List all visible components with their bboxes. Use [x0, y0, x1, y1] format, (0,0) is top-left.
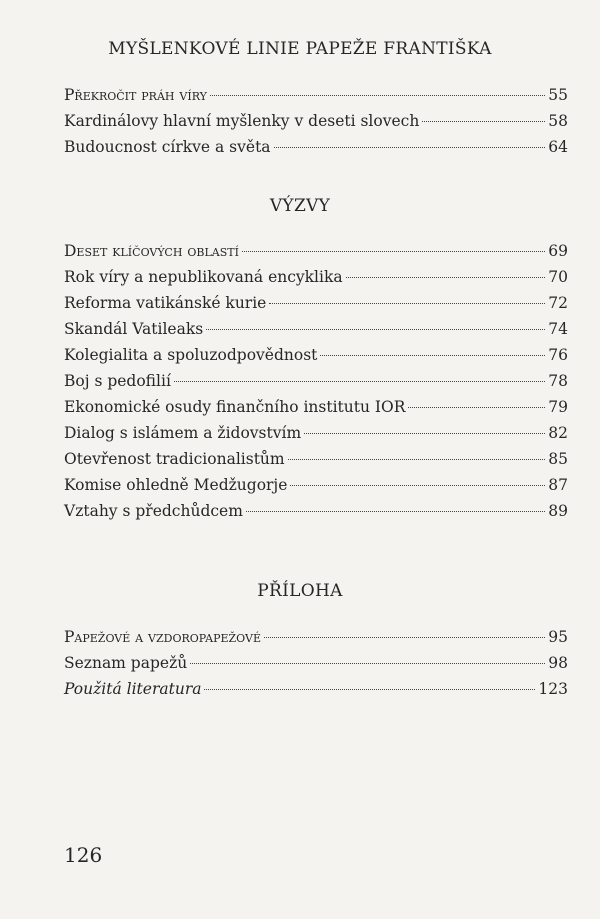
toc-entry-page: 64 [548, 138, 568, 156]
toc-entry-page: 76 [548, 346, 568, 364]
toc-entry-title: Dialog s islámem a židovstvím [64, 424, 302, 442]
toc-entry-title: Boj s pedofilií [64, 372, 171, 390]
toc-entry [64, 320, 568, 346]
toc-entry-title: Reforma vatikánské kurie [64, 294, 267, 312]
toc-entry-page: 85 [548, 450, 568, 468]
toc-entry [64, 294, 568, 320]
toc-entry-page: 98 [548, 654, 568, 672]
toc-entry-page: 74 [548, 320, 568, 338]
dot-leader [422, 121, 545, 122]
section-heading: VÝZVY [269, 196, 331, 216]
toc-entry [64, 372, 568, 398]
toc-entry-page: 55 [548, 86, 568, 104]
toc-entry-page: 123 [538, 680, 568, 698]
toc-entry-title: Skandál Vatileaks [64, 320, 204, 338]
toc-entry [64, 346, 568, 372]
dot-leader [274, 147, 546, 148]
toc-entry-title: Kardinálovy hlavní myšlenky v deseti slovech [64, 112, 420, 130]
page-number: 126 [64, 843, 103, 867]
toc-entry-title: Vztahy s předchůdcem [64, 502, 243, 520]
toc-entry [64, 138, 568, 164]
toc-entry-page: 79 [548, 398, 568, 416]
toc-entry-page: 82 [548, 424, 568, 442]
toc-entry-title: Použitá literatura [64, 680, 202, 698]
toc-entry-page: 87 [548, 476, 568, 494]
toc-entry [64, 242, 568, 268]
toc-entry-page: 69 [548, 242, 568, 260]
toc-entry [64, 654, 568, 680]
dot-leader [246, 511, 545, 512]
toc-entry-page: 70 [548, 268, 568, 286]
toc-entry [64, 628, 568, 654]
toc-entry-title: Budoucnost církve a světa [64, 138, 271, 156]
toc-entry [64, 450, 568, 476]
dot-leader [204, 689, 535, 690]
dot-leader [174, 381, 545, 382]
dot-leader [264, 637, 545, 638]
toc-entry [64, 476, 568, 502]
toc-entry-title: Ekonomické osudy finančního institutu IOR [64, 398, 406, 416]
toc-entry [64, 112, 568, 138]
toc-entry [64, 680, 568, 706]
dot-leader [242, 251, 545, 252]
toc-entry [64, 424, 568, 450]
toc-entry-title: Otevřenost tradicionalistům [64, 450, 285, 468]
dot-leader [290, 485, 545, 486]
toc-entry-title: Komise ohledně Medžugorje [64, 476, 288, 494]
toc-entry-title: Seznam papežů [64, 654, 188, 672]
toc-entry-page: 95 [548, 628, 568, 646]
dot-leader [210, 95, 545, 96]
toc-list [64, 628, 568, 706]
toc-entry-page: 72 [548, 294, 568, 312]
dot-leader [320, 355, 545, 356]
toc-list [64, 242, 568, 528]
dot-leader [304, 433, 545, 434]
toc-entry [64, 398, 568, 424]
dot-leader [206, 329, 545, 330]
toc-entry-page: 89 [548, 502, 568, 520]
section-heading: MYŠLENKOVÉ LINIE PAPEŽE FRANTIŠKA [108, 39, 492, 59]
toc-entry-title: Překročit práh víry [64, 86, 207, 104]
toc-entry-title: Rok víry a nepublikovaná encyklika [64, 268, 343, 286]
toc-entry-title: Kolegialita a spoluzodpovědnost [64, 346, 318, 364]
dot-leader [346, 277, 546, 278]
toc-list [64, 86, 568, 164]
section-heading: PŘÍLOHA [257, 581, 343, 601]
toc-entry-page: 58 [548, 112, 568, 130]
toc-entry [64, 86, 568, 112]
dot-leader [408, 407, 545, 408]
toc-entry-title: Papežové a vzdoropapežové [64, 628, 261, 646]
dot-leader [269, 303, 545, 304]
dot-leader [190, 663, 545, 664]
toc-entry-page: 78 [548, 372, 568, 390]
toc-entry [64, 268, 568, 294]
toc-entry [64, 502, 568, 528]
toc-entry-title: Deset klíčových oblastí [64, 242, 239, 260]
dot-leader [288, 459, 546, 460]
